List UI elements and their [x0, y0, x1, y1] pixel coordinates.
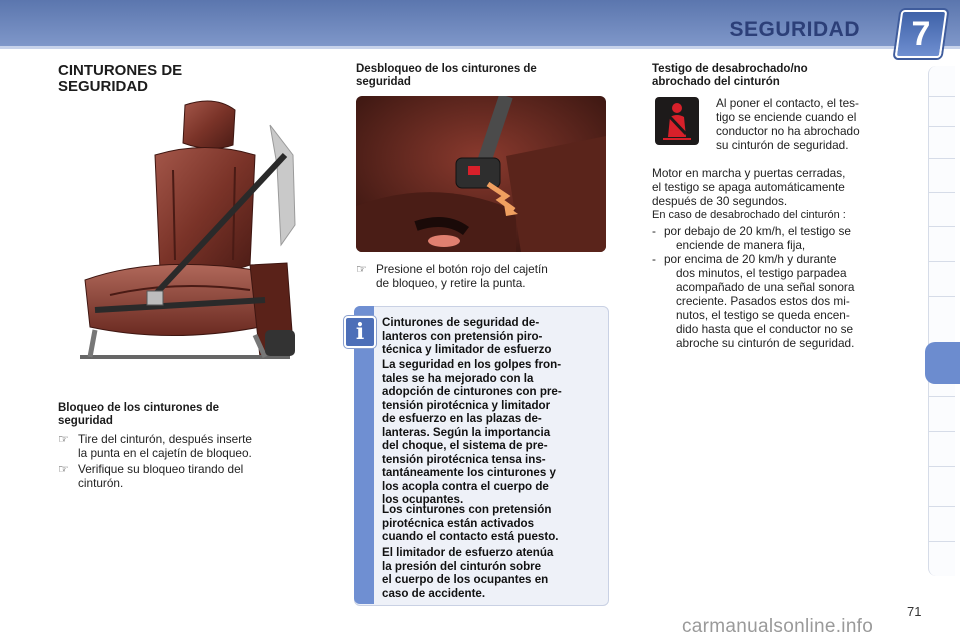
unbuckled-label: En caso de desabrochado del cinturón :: [652, 209, 846, 221]
pointing-hand-icon: ☞: [58, 462, 69, 476]
tab-divider: [929, 466, 955, 467]
tab-divider: [929, 396, 955, 397]
tab-divider: [929, 431, 955, 432]
chapter-tabs: [928, 66, 955, 576]
info-box-title: Cinturones de seguridad de- lanteros con pretensión piro- técnica y limitador de esfuerzo: [382, 316, 552, 356]
watermark: carmanualsonline.info: [682, 616, 874, 637]
tab-chapter-7[interactable]: [925, 342, 960, 384]
chapter-badge: [895, 10, 948, 58]
list-item: ☞ Verifique su bloqueo tirando del cinturón.: [58, 462, 244, 490]
list-item: - por debajo de 20 km/h, el testigo se enciende de manera fija,: [652, 224, 851, 252]
page-number: 71: [907, 604, 922, 619]
seatbelt-warning-icon: [655, 97, 699, 145]
lock-heading: Bloqueo de los cinturones de seguridad: [58, 402, 220, 427]
tab-divider: [929, 226, 955, 227]
list-item: - por encima de 20 km/h y durante dos minutos, el testigo parpadea acompañado de una señal sonora creciente. Pasados estos dos mi- nutos, el testigo se queda encen- dido hasta que el conductor no se abroche su cinturón de seguridad.: [652, 252, 855, 350]
buckle-photo: [356, 96, 606, 252]
info-box-paragraph: La seguridad en los golpes fron- tales se ha mejorado con la adopción de cinturones con pre- tensión pirotécnica y limitador de esfuerzo en las plazas de- lanteras. Según la importancia del choque, el sistema de pre- tensión pirotécnica tensa ins- tantáneamente los cinturones y los acopla contra el cuerpo de los ocupantes.: [382, 358, 562, 506]
tab-divider: [929, 192, 955, 193]
engine-running-text: Motor en marcha y puertas cerradas, el testigo se apaga automáticamente después de 30 segundos.: [652, 166, 846, 208]
tab-divider: [929, 541, 955, 542]
warning-light-text: Al poner el contacto, el tes- tigo se enciende cuando el conductor no ha abrochado su cinturón de seguridad.: [716, 96, 860, 152]
tab-divider: [929, 261, 955, 262]
info-icon: i: [344, 316, 376, 348]
info-box-paragraph: El limitador de esfuerzo atenúa la presión del cinturón sobre el cuerpo de los ocupantes en caso de accidente.: [382, 546, 554, 600]
page-title: CINTURONES DE SEGURIDAD: [58, 62, 183, 95]
pointing-hand-icon: ☞: [356, 262, 367, 276]
tab-divider: [929, 126, 955, 127]
dash-marker: -: [652, 224, 656, 238]
seat-illustration: [55, 95, 310, 385]
pointing-hand-icon: ☞: [58, 432, 69, 446]
list-item: ☞ Tire del cinturón, después inserte la punta en el cajetín de bloqueo.: [58, 432, 252, 460]
tab-divider: [929, 158, 955, 159]
list-item: ☞ Presione el botón rojo del cajetín de bloqueo, y retire la punta.: [356, 262, 548, 290]
dash-marker: -: [652, 252, 656, 266]
chapter-number: 7: [911, 15, 931, 53]
info-box-strip: [354, 306, 374, 604]
info-box-paragraph: Los cinturones con pretensión pirotécnica están activados cuando el contacto está puesto.: [382, 503, 559, 543]
warning-light-heading: Testigo de desabrochado/no abrochado del cinturón: [652, 63, 808, 88]
tab-divider: [929, 506, 955, 507]
section-title: SEGURIDAD: [729, 18, 860, 41]
tab-divider: [929, 96, 955, 97]
header-divider: [0, 46, 960, 49]
tab-divider: [929, 296, 955, 297]
unlock-heading: Desbloqueo de los cinturones de seguridad: [356, 63, 537, 88]
